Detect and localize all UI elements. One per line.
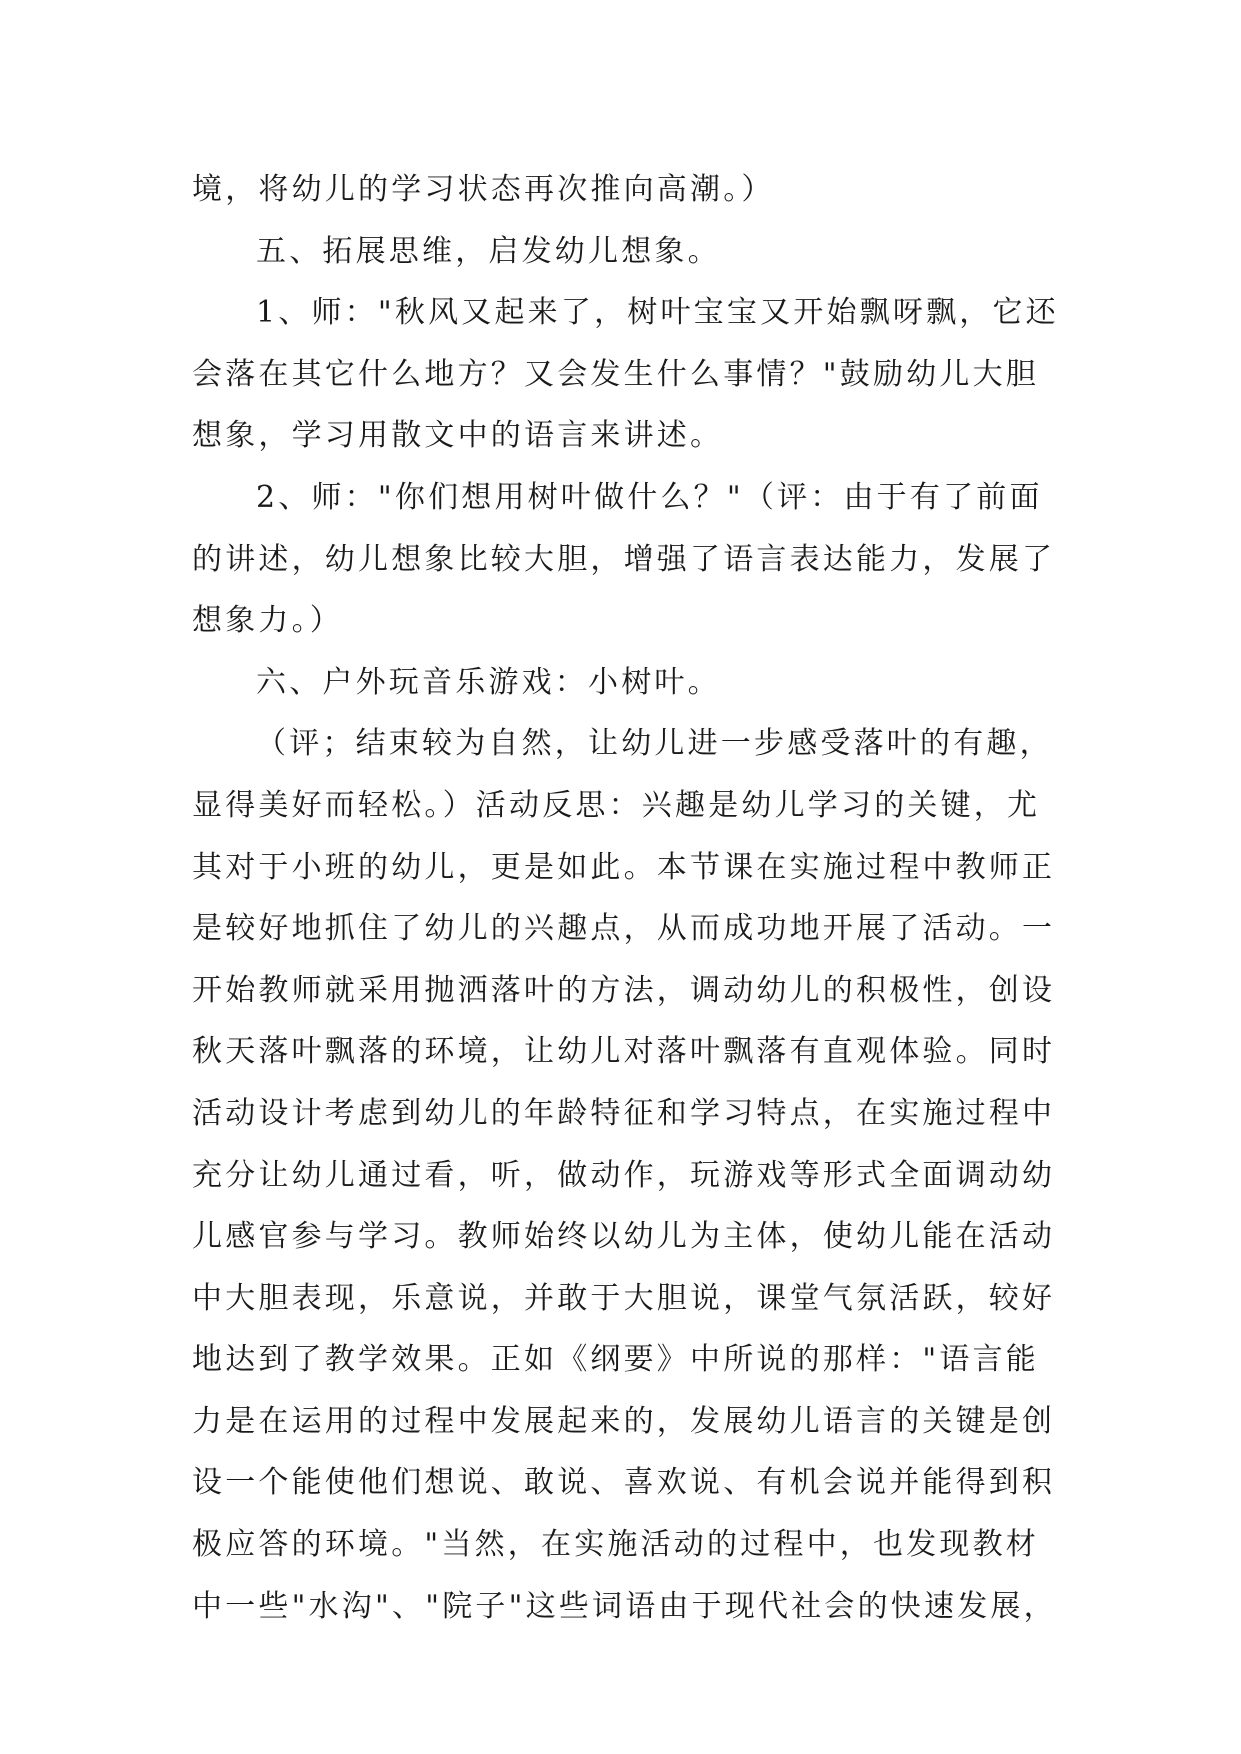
text-line-4: 会落在其它什么地方？又会发生什么事情？"鼓励幼儿大胆 bbox=[192, 356, 1039, 392]
text-line-11: 显得美好而轻松。）活动反思：兴趣是幼儿学习的关键，尤 bbox=[192, 787, 1041, 823]
text-line-21: 力是在运用的过程中发展起来的，发展幼儿语言的关键是创 bbox=[192, 1403, 1056, 1439]
text-line-13: 是较好地抓住了幼儿的兴趣点，从而成功地开展了活动。一 bbox=[192, 911, 1056, 947]
text-line-12: 其对于小班的幼儿，更是如此。本节课在实施过程中教师正 bbox=[192, 849, 1056, 885]
text-line-1: 境，将幼儿的学习状态再次推向高潮。） bbox=[192, 172, 775, 207]
text-line-6: 2、师："你们想用树叶做什么？"（评：由于有了前面 bbox=[256, 479, 1043, 515]
text-line-19: 中大胆表现，乐意说，并敢于大胆说，课堂气氛活跃，较好 bbox=[192, 1280, 1056, 1316]
text-line-18: 儿感官参与学习。教师始终以幼儿为主体，使幼儿能在活动 bbox=[192, 1219, 1056, 1255]
text-line-23: 极应答的环境。"当然，在实施活动的过程中，也发现教材 bbox=[192, 1527, 1039, 1563]
text-line-3: 1、师："秋风又起来了，树叶宝宝又开始飘呀飘，它还 bbox=[256, 295, 1059, 331]
text-line-7: 的讲述，幼儿想象比较大胆，增强了语言表达能力，发展了 bbox=[192, 541, 1056, 577]
body-text bbox=[192, 159, 1072, 1637]
text-line-22: 设一个能使他们想说、敢说、喜欢说、有机会说并能得到积 bbox=[192, 1465, 1056, 1501]
text-line-16: 活动设计考虑到幼儿的年龄特征和学习特点，在实施过程中 bbox=[192, 1095, 1056, 1131]
text-line-8: 想象力。） bbox=[192, 603, 343, 639]
text-line-20: 地达到了教学效果。正如《纲要》中所说的那样："语言能 bbox=[192, 1342, 1039, 1378]
text-line-10: （评；结束较为自然，让幼儿进一步感受落叶的有趣， bbox=[256, 726, 1053, 762]
text-line-5: 想象，学习用散文中的语言来讲述。 bbox=[192, 418, 724, 454]
text-line-2: 五、拓展思维，启发幼儿想象。 bbox=[256, 233, 721, 269]
text-line-15: 秋天落叶飘落的环境，让幼儿对落叶飘落有直观体验。同时 bbox=[192, 1034, 1056, 1070]
text-line-17: 充分让幼儿通过看，听，做动作，玩游戏等形式全面调动幼 bbox=[192, 1157, 1056, 1193]
text-line-9: 六、户外玩音乐游戏：小树叶。 bbox=[256, 664, 721, 700]
text-line-24: 中一些"水沟"、"院子"这些词语由于现代社会的快速发展， bbox=[192, 1588, 1057, 1624]
text-line-14: 开始教师就采用抛洒落叶的方法，调动幼儿的积极性，创设 bbox=[192, 972, 1056, 1008]
